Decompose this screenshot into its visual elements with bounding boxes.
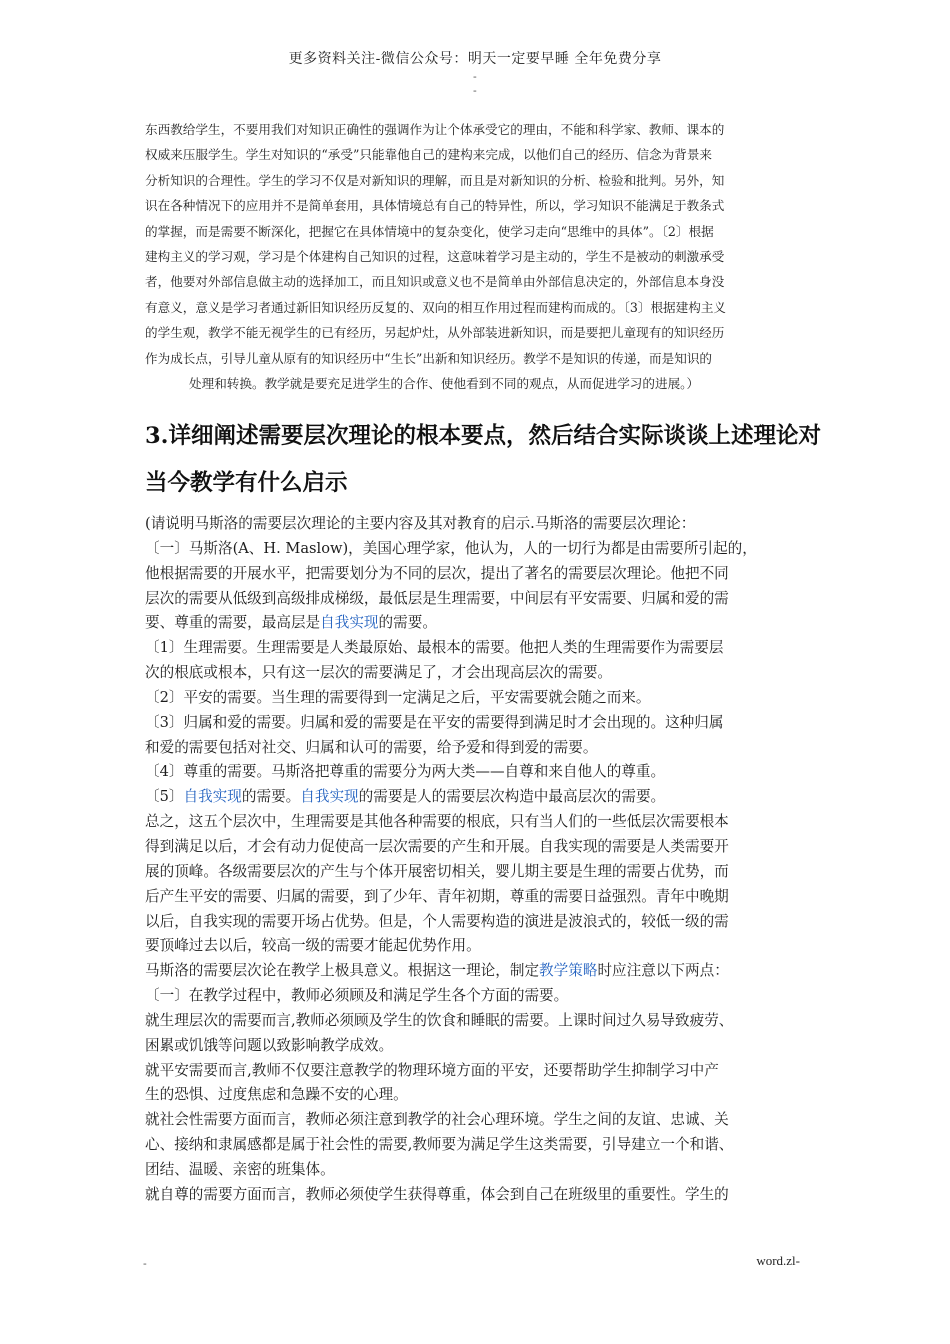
self-actualization-link[interactable]: 自我实现	[183, 788, 242, 806]
text-run: 的需要。	[241, 788, 301, 806]
body-text	[145, 512, 815, 1208]
text-line: (请说明马斯洛的需要层次理论的主要内容及其对教育的启示.马斯洛的需要层次理论：	[145, 515, 696, 532]
text-line: 心、接纳和隶属感都是属于社会性的需要,教师要为满足学生这类需要，引导建立一个和谐、	[145, 1136, 734, 1154]
text-line: 〔3〕归属和爱的需要。归属和爱的需要是在平安的需要得到满足时才会出现的。这种归属	[145, 713, 724, 731]
text-line: 后产生平安的需要、归属的需要，到了少年、青年初期，尊重的需要日益强烈。青年中晚期	[145, 887, 729, 905]
page-header: 更多资料关注-微信公众号：明天一定要早睡 全年免费分享	[288, 51, 662, 67]
text-line: 层次的需要从低级到高级排成梯级，最低层是生理需要，中间层有平安需要、归属和爱的需	[145, 589, 729, 607]
text-run: 的需要。	[378, 614, 437, 632]
footer-source: word.zl-	[756, 1253, 800, 1268]
text-line: 就平安需要而言,教师不仅要注意教学的物理环境方面的平安，还要帮助学生抑制学习中产	[145, 1061, 719, 1079]
text-run: 马斯洛的需要层次论在教学上极具意义。根据这一理论，制定	[145, 962, 540, 980]
top-paragraph	[145, 117, 810, 396]
text-line: 〔4〕尊重的需要。马斯洛把尊重的需要分为两大类——自尊和来自他人的尊重。	[145, 763, 666, 781]
text-line: 东西教给学生，不要用我们对知识正确性的强调作为让个体承受它的理由，不能和科学家、教师、课本的	[145, 122, 725, 137]
text-line: 〔一〕在教学过程中，教师必须顾及和满足学生各个方面的需要。	[145, 987, 569, 1005]
text-line: 得到满足以后，才会有动力促使高一层次需要的产生和开展。自我实现的需要是人类需要开	[145, 837, 729, 855]
text-line: 分析知识的合理性。学生的学习不仅是对新知识的理解，而且是对新知识的分析、检验和批判。另外，知	[145, 172, 725, 188]
text-line	[145, 959, 815, 984]
text-run: 时应注意以下两点：	[597, 962, 729, 980]
text-line: 识在各种情况下的应用并不是简单套用，具体情境总有自己的特异性，所以，学习知识不能满足于教条式	[145, 198, 725, 214]
text-line	[145, 611, 815, 636]
text-line: 建构主义的学习观，学习是个体建构自己知识的过程，这意味着学习是主动的，学生不是被动的刺激承受	[145, 248, 725, 264]
footer-dash: -	[143, 1257, 147, 1270]
text-line	[145, 785, 815, 810]
text-line: 以后，自我实现的需要开场占优势。但是，个人需要构造的演进是波浪式的，较低一级的需	[145, 912, 729, 930]
self-actualization-link[interactable]: 自我实现	[300, 788, 359, 806]
text-line: 有意义，意义是学习者通过新旧知识经历反复的、双向的相互作用过程而建构而成的。〔3〕根据建构主义	[145, 299, 727, 315]
text-line: 者，他要对外部信息做主动的选择加工，而且知识或意义也不是简单由外部信息决定的，外部信息本身没	[145, 274, 725, 290]
text-line: 就社会性需要方面而言，教师必须注意到教学的社会心理环境。学生之间的友谊、忠诚、关	[145, 1111, 729, 1129]
text-line: 和爱的需要包括对社交、归属和认可的需要，给予爱和得到爱的需要。	[145, 738, 598, 756]
teaching-strategy-link[interactable]: 教学策略	[539, 962, 598, 980]
text-line: 次的根底或根本，只有这一层次的需要满足了，才会出现高层次的需要。	[145, 664, 613, 682]
text-line: 〔1〕生理需要。生理需要是人类最原始、最根本的需要。他把人类的生理需要作为需要层	[145, 639, 724, 657]
text-line: 团结、温暖、亲密的班集体。	[145, 1160, 335, 1178]
text-line: 处理和转换。教学就是要充足进学生的合作、使他看到不同的观点，从而促进学习的进展。）	[189, 375, 700, 391]
text-line: 就生理层次的需要而言,教师必须顾及学生的饮食和睡眠的需要。上课时间过久易导致疲劳、	[145, 1011, 734, 1029]
text-line: 〔2〕平安的需要。当生理的需要得到一定满足之后，平安需要就会随之而来。	[145, 688, 651, 706]
header-dash: -	[473, 84, 477, 97]
text-line: 他根据需要的开展水平，把需要划分为不同的层次，提出了著名的需要层次理论。他把不同	[145, 564, 729, 582]
text-line: 〔一〕马斯洛(A、H. Maslow)，美国心理学家，他认为，人的一切行为都是由需要所引起的，	[145, 539, 757, 557]
text-line: 作为成长点，引导儿童从原有的知识经历中“生长”出新和知识经历。教学不是知识的传递，而是知识的	[145, 350, 713, 366]
text-line: 困累或饥饿等问题以致影响教学成效。	[145, 1036, 394, 1054]
text-line: 展的顶峰。各级需要层次的产生与个体开展密切相关，婴儿期主要是生理的需要占优势，而	[145, 862, 729, 880]
text-line: 的学生观，教学不能无视学生的已有经历，另起炉灶，从外部装进新知识，而是要把儿童现有的知识经历	[145, 325, 725, 341]
text-line: 的掌握，而是需要不断深化，把握它在具体情境中的复杂变化，使学习走向“思维中的具体”。〔2〕根据	[145, 223, 714, 239]
text-run: 要、尊重的需要，最高层是	[145, 614, 321, 632]
text-line: 就自尊的需要方面而言，教师必须使学生获得尊重，体会到自己在班级里的重要性。学生的	[145, 1185, 729, 1203]
text-run: 的需要是人的需要层次构造中最高层次的需要。	[358, 788, 666, 806]
header-dash: -	[473, 70, 477, 83]
section-heading: 3.详细阐述需要层次理论的根本要点，然后结合实际谈谈上述理论对	[145, 423, 821, 449]
text-run: 〔5〕	[145, 788, 184, 806]
section-heading-continued: 当今教学有什么启示	[145, 470, 348, 496]
text-line: 总之，这五个层次中，生理需要是其他各种需要的根底，只有当人们的一些低层次需要根本	[145, 813, 729, 831]
self-actualization-link[interactable]: 自我实现	[320, 614, 379, 632]
text-line: 权威来压服学生。学生对知识的“承受”只能靠他自己的建构来完成，以他们自己的经历、信念为背景来	[145, 147, 713, 163]
text-line: 生的恐惧、过度焦虑和急躁不安的心理。	[145, 1086, 408, 1104]
text-line: 要顶峰过去以后，较高一级的需要才能起优势作用。	[145, 937, 481, 955]
